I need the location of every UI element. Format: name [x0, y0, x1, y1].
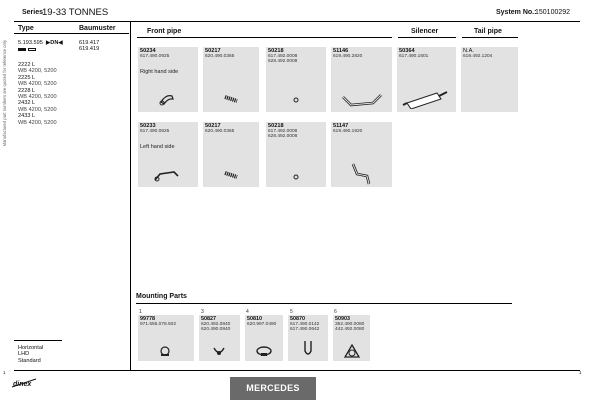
part-number: 51147 [333, 123, 349, 129]
part-reference: 617.490.0625 [140, 128, 170, 134]
part-reference: 362.490.0080 442.492.0080 [335, 321, 365, 332]
silencer-icon [401, 87, 449, 109]
mounting-index: 5 [290, 309, 293, 315]
part-card[interactable] [266, 47, 326, 112]
mounting-parts-heading: Mounting Parts [136, 293, 187, 300]
notes-rule [14, 340, 62, 341]
type-rule [14, 33, 129, 34]
part-number: 50233 [140, 123, 156, 129]
u-bolt-icon [302, 339, 314, 359]
engine-symbol: ▶DN◀ [46, 40, 63, 46]
tail-pipe-rule [462, 37, 518, 38]
model-wb: WB 4200, 5200 [18, 68, 57, 75]
part-card[interactable] [138, 47, 198, 112]
flex-pipe-icon [223, 170, 239, 180]
part-number: 50217 [205, 48, 221, 54]
page-number-left: 1 [3, 370, 6, 375]
mounting-card[interactable] [245, 315, 283, 361]
model-name: 2432 L [18, 100, 36, 107]
part-number: 50870 [290, 316, 305, 322]
part-number: 50903 [335, 316, 350, 322]
model-wb: WB 4200, 5200 [18, 81, 57, 88]
page-number-right: 1 [579, 370, 582, 375]
part-reference: 617.490.1601 [399, 53, 429, 59]
side-label: Left hand side [140, 144, 175, 150]
part-number: N.A. [463, 48, 474, 54]
part-reference: 619.490.1920 [333, 128, 363, 134]
baumuster-values: 619.417 619.419 [79, 40, 100, 53]
silencer-heading: Silencer [411, 28, 439, 35]
side-label: Right hand side [140, 69, 179, 75]
series-label: Series [22, 9, 44, 16]
model-list [18, 62, 57, 126]
part-reference: 617.492.0008 628.492.0008 [268, 128, 298, 139]
clamp-ring-icon [158, 345, 172, 357]
left-column-divider [130, 22, 131, 370]
dinex-logo-icon [10, 376, 38, 390]
notes: Horizontal LHD Standard [18, 345, 44, 364]
part-reference: 620.490.0365 [205, 53, 235, 59]
hose-clip-icon [255, 345, 273, 357]
front-pipe-rule [137, 37, 392, 38]
type-label: Type [18, 25, 34, 32]
part-reference: 619.490.2820 [333, 53, 363, 59]
dinex-logo [10, 376, 38, 390]
engine-code: 5.193.595 [18, 40, 43, 46]
part-card[interactable] [138, 122, 198, 187]
tail-pipe-heading: Tail pipe [474, 28, 502, 35]
brand-banner: MERCEDES [230, 377, 316, 400]
svg-text:dinex: dinex [13, 381, 32, 388]
model-wb: WB 4200, 5200 [18, 94, 57, 101]
part-reference: 617.490.0925 [140, 53, 170, 59]
line-marker-icon [28, 48, 36, 51]
part-number: 50218 [268, 48, 284, 54]
gasket-icon [343, 343, 361, 359]
mounting-card[interactable] [333, 315, 370, 361]
baumuster-label: Baumuster [79, 25, 116, 32]
model-wb: WB 4200, 5200 [18, 119, 57, 126]
part-number: 50234 [140, 48, 156, 54]
part-reference: 620.490.0365 [205, 128, 235, 134]
part-number: 50827 [201, 316, 216, 322]
part-number: 50364 [399, 48, 415, 54]
model-name: 2225 L [18, 74, 36, 81]
part-card[interactable] [331, 47, 392, 112]
part-reference: 620.997.0490 [247, 321, 277, 327]
part-reference: 617.490.0142 617.490.0642 [290, 321, 320, 332]
mounting-index: 6 [334, 309, 337, 315]
intermediate-pipe-icon [341, 89, 383, 109]
part-number: 51146 [333, 48, 349, 54]
part-number: 50810 [247, 316, 262, 322]
mounting-rule [136, 303, 512, 304]
part-reference: 619.492.1204 [463, 53, 493, 59]
part-card[interactable] [266, 122, 326, 187]
bracket-icon [211, 345, 227, 357]
part-card[interactable] [203, 122, 259, 187]
mounting-index: 4 [246, 309, 249, 315]
model-wb: WB 4200, 5200 [18, 106, 57, 113]
header-rule [14, 21, 580, 22]
line-marker-icon [18, 48, 26, 51]
footer-rule [14, 370, 580, 371]
part-card[interactable] [461, 47, 518, 112]
mounting-index: 1 [139, 309, 142, 315]
mounting-card[interactable] [199, 315, 240, 361]
part-card[interactable] [203, 47, 259, 112]
model-name: 2222 L [18, 62, 36, 68]
silencer-rule [398, 37, 456, 38]
system-value: 150100292 [535, 9, 571, 16]
system-label: System No.: [496, 9, 537, 16]
mounting-card[interactable] [138, 315, 194, 361]
front-pipe-icon [158, 91, 176, 107]
clamp-icon [292, 174, 300, 180]
disclaimer-text: Manufactured part numbers are quoted for reference only [2, 40, 7, 147]
part-reference: 620.492.0840 620.490.0840 [201, 321, 231, 332]
mounting-card[interactable] [288, 315, 328, 361]
part-reference: 971.555.078.502 [140, 321, 177, 327]
part-number: 99778 [140, 316, 155, 322]
front-pipe-icon [152, 166, 180, 184]
part-card[interactable] [397, 47, 456, 112]
flex-pipe-icon [223, 94, 239, 104]
clamp-icon [292, 97, 300, 103]
part-reference: 617.492.0008 628.492.0008 [268, 53, 298, 64]
series-value: 19-33 TONNES [42, 7, 109, 18]
model-name: 2433 L [18, 113, 36, 120]
part-number: 50217 [205, 123, 221, 129]
mounting-index: 3 [201, 309, 204, 315]
model-name: 2228 L [18, 87, 36, 94]
part-number: 50218 [268, 123, 284, 129]
front-pipe-heading: Front pipe [147, 28, 182, 35]
part-card[interactable] [331, 122, 392, 187]
intermediate-pipe-icon [349, 160, 375, 186]
